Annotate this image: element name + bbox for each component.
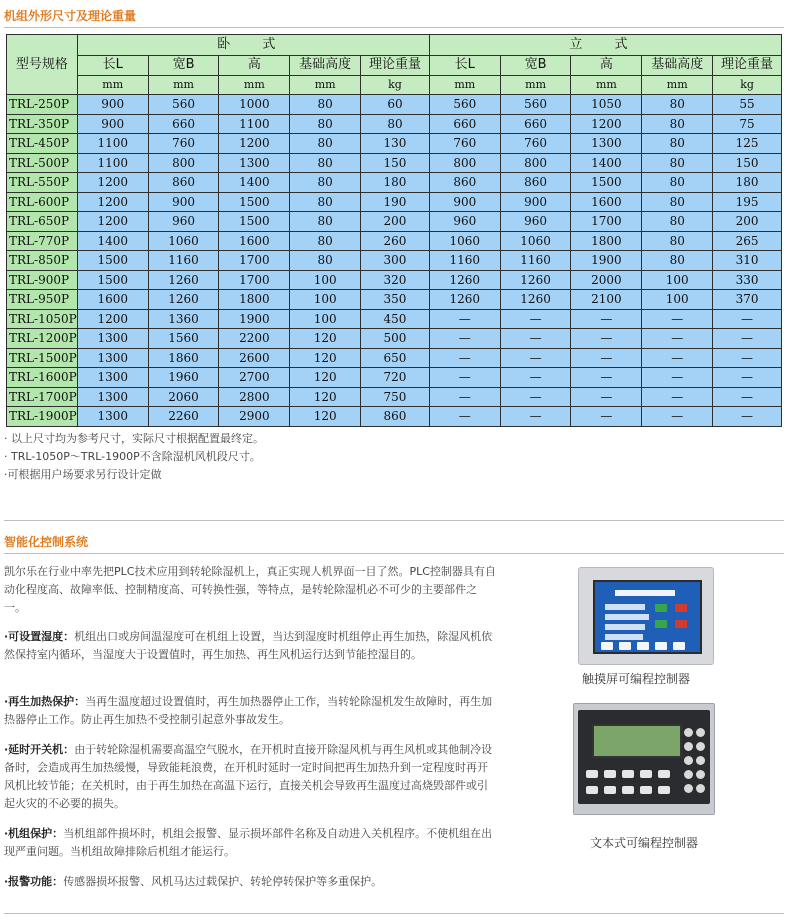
table-row [7, 153, 782, 173]
value-cell: 75 [713, 114, 782, 134]
value-cell: 1900 [219, 309, 290, 329]
value-cell: 100 [290, 270, 361, 290]
value-cell: 1200 [77, 173, 148, 193]
table-row [7, 368, 782, 388]
value-cell: 750 [361, 387, 430, 407]
unit-cell: mm [500, 75, 571, 95]
value-cell: — [642, 387, 713, 407]
value-cell: — [642, 368, 713, 388]
note-3: ·可根据用户场要求另行设计定做 [4, 468, 162, 481]
value-cell: — [713, 387, 782, 407]
value-cell: — [500, 348, 571, 368]
unit-cell: mm [77, 75, 148, 95]
value-cell: 80 [642, 231, 713, 251]
value-cell: 190 [361, 192, 430, 212]
value-cell: 80 [642, 95, 713, 115]
column-header: 基础高度 [290, 56, 361, 76]
value-cell: 900 [77, 114, 148, 134]
value-cell: 120 [290, 407, 361, 427]
value-cell: 80 [290, 95, 361, 115]
model-cell: TRL-1700P [7, 387, 78, 407]
value-cell: 1700 [219, 270, 290, 290]
value-cell: 310 [713, 251, 782, 271]
value-cell: 2100 [571, 290, 642, 310]
table-row [7, 290, 782, 310]
value-cell: 80 [290, 173, 361, 193]
feature-text: 当机组部件损坏时，机组会报警、显示损坏部件名称及自动进入关机程序。不使机组在出现严重问题。当机组故障排除后机组才能运行。 [4, 827, 493, 858]
feature-text: 由于转轮除湿机需要高温空气脱水，在开机时直接开除湿风机与再生风机或其他制冷设备时，会造成再生加热缓慢，导致能耗浪费，在开机时延时一定时间把再生加热升到一定程度时再开风机比较节能；在关机时，由于再生加热在高温下运行，直接关机会导致再生温度过高烧毁部件或引起火灾的不必要的损失。 [4, 743, 493, 810]
value-cell: — [571, 329, 642, 349]
value-cell: 100 [290, 309, 361, 329]
value-cell: 80 [290, 192, 361, 212]
value-cell: — [642, 407, 713, 427]
touch-screen-caption: 触摸屏可编程控制器 [582, 672, 691, 686]
value-cell: 2060 [148, 387, 219, 407]
column-header: 宽B [500, 56, 571, 76]
value-cell: 100 [642, 290, 713, 310]
value-cell: 2800 [219, 387, 290, 407]
model-cell: TRL-1900P [7, 407, 78, 427]
table-row [7, 114, 782, 134]
unit-cell: mm [642, 75, 713, 95]
divider [4, 27, 784, 28]
value-cell: 330 [713, 270, 782, 290]
table-row [7, 173, 782, 193]
value-cell: 800 [500, 153, 571, 173]
value-cell: 80 [642, 192, 713, 212]
table-row [7, 387, 782, 407]
value-cell: 1500 [77, 270, 148, 290]
value-cell: 800 [148, 153, 219, 173]
table-row [7, 348, 782, 368]
value-cell: — [500, 368, 571, 388]
value-cell: — [500, 309, 571, 329]
value-cell: 180 [713, 173, 782, 193]
value-cell: 1600 [571, 192, 642, 212]
value-cell: 1060 [429, 231, 500, 251]
value-cell: 1500 [219, 212, 290, 232]
value-cell: 1400 [219, 173, 290, 193]
table-row [7, 251, 782, 271]
feature-label: ·可设置湿度： [4, 630, 75, 643]
model-cell: TRL-770P [7, 231, 78, 251]
value-cell: — [713, 309, 782, 329]
column-header: 高 [571, 56, 642, 76]
value-cell: 80 [642, 173, 713, 193]
model-cell: TRL-350P [7, 114, 78, 134]
value-cell: 300 [361, 251, 430, 271]
value-cell: 1400 [77, 231, 148, 251]
value-cell: 1500 [77, 251, 148, 271]
value-cell: 1200 [77, 192, 148, 212]
value-cell: — [429, 407, 500, 427]
value-cell: 2700 [219, 368, 290, 388]
value-cell: 900 [148, 192, 219, 212]
column-header: 高 [219, 56, 290, 76]
model-cell: TRL-850P [7, 251, 78, 271]
value-cell: 80 [642, 251, 713, 271]
value-cell: 60 [361, 95, 430, 115]
value-cell: 450 [361, 309, 430, 329]
touch-screen-controller-image [578, 567, 714, 665]
feature-delay-switch [4, 741, 496, 813]
text-controller-caption: 文本式可编程控制器 [590, 836, 699, 850]
model-cell: TRL-650P [7, 212, 78, 232]
value-cell: 260 [361, 231, 430, 251]
unit-cell: kg [713, 75, 782, 95]
value-cell: 1100 [219, 114, 290, 134]
feature-alarm [4, 873, 496, 891]
column-header: 基础高度 [642, 56, 713, 76]
value-cell: 960 [500, 212, 571, 232]
value-cell: 1300 [77, 407, 148, 427]
feature-unit-protection [4, 825, 496, 861]
group-horizontal-header: 卧 式 [77, 35, 429, 56]
value-cell: 80 [290, 153, 361, 173]
value-cell: — [713, 407, 782, 427]
value-cell: 1300 [77, 368, 148, 388]
value-cell: 800 [429, 153, 500, 173]
value-cell: 650 [361, 348, 430, 368]
value-cell: 2900 [219, 407, 290, 427]
column-header: 宽B [148, 56, 219, 76]
touch-screen-display [593, 580, 702, 654]
section-title-control: 智能化控制系统 [4, 535, 89, 549]
value-cell: 80 [642, 212, 713, 232]
value-cell: 1600 [219, 231, 290, 251]
table-row [7, 329, 782, 349]
value-cell: 200 [361, 212, 430, 232]
divider [4, 553, 784, 554]
value-cell: 1260 [500, 270, 571, 290]
column-header: 长L [77, 56, 148, 76]
value-cell: 1100 [77, 153, 148, 173]
feature-label: ·延时开关机： [4, 743, 75, 756]
value-cell: 2260 [148, 407, 219, 427]
value-cell: 1300 [77, 348, 148, 368]
divider [4, 520, 784, 521]
column-header: 理论重量 [713, 56, 782, 76]
value-cell: 860 [361, 407, 430, 427]
spec-table [6, 34, 782, 427]
value-cell: 150 [361, 153, 430, 173]
value-cell: 80 [361, 114, 430, 134]
value-cell: 1300 [77, 387, 148, 407]
value-cell: 80 [290, 134, 361, 154]
table-row [7, 407, 782, 427]
value-cell: 350 [361, 290, 430, 310]
value-cell: 1960 [148, 368, 219, 388]
feature-label: ·再生加热保护： [4, 695, 86, 708]
value-cell: 125 [713, 134, 782, 154]
value-cell: — [571, 407, 642, 427]
value-cell: 120 [290, 368, 361, 388]
model-header: 型号规格 [7, 35, 78, 95]
value-cell: 80 [290, 251, 361, 271]
value-cell: 1400 [571, 153, 642, 173]
unit-cell: mm [429, 75, 500, 95]
value-cell: 1100 [77, 134, 148, 154]
value-cell: 80 [642, 153, 713, 173]
value-cell: 320 [361, 270, 430, 290]
value-cell: 100 [290, 290, 361, 310]
value-cell: 1700 [571, 212, 642, 232]
value-cell: 265 [713, 231, 782, 251]
unit-cell: mm [148, 75, 219, 95]
value-cell: 760 [500, 134, 571, 154]
value-cell: 1500 [571, 173, 642, 193]
value-cell: 960 [429, 212, 500, 232]
value-cell: 1260 [429, 290, 500, 310]
value-cell: 55 [713, 95, 782, 115]
value-cell: 2200 [219, 329, 290, 349]
value-cell: 1160 [429, 251, 500, 271]
value-cell: 1060 [500, 231, 571, 251]
unit-cell: kg [361, 75, 430, 95]
value-cell: 1500 [219, 192, 290, 212]
value-cell: 720 [361, 368, 430, 388]
note-2: · TRL-1050P～TRL-1900P不含除湿机风机段尺寸。 [4, 450, 261, 463]
value-cell: 860 [429, 173, 500, 193]
section-title-dimensions: 机组外形尺寸及理论重量 [4, 9, 137, 23]
unit-cell: mm [571, 75, 642, 95]
feature-label: ·机组保护： [4, 827, 64, 840]
value-cell: 80 [290, 114, 361, 134]
model-cell: TRL-950P [7, 290, 78, 310]
value-cell: — [713, 329, 782, 349]
intro-paragraph: 凯尔乐在行业中率先把PLC技术应用到转轮除湿机上，真正实现人机界面一目了然。PLC控制器具有自动化程度高、故障率低、控制精度高、可转换性强，等特点，是转轮除湿机必不可少的主要部件之一。 [4, 565, 496, 614]
table-row [7, 309, 782, 329]
value-cell: 1000 [219, 95, 290, 115]
value-cell: 80 [290, 212, 361, 232]
value-cell: 1200 [77, 309, 148, 329]
unit-cell: mm [219, 75, 290, 95]
value-cell: 560 [429, 95, 500, 115]
table-row [7, 231, 782, 251]
value-cell: 1600 [77, 290, 148, 310]
value-cell: — [642, 309, 713, 329]
table-row [7, 95, 782, 115]
value-cell: 1200 [219, 134, 290, 154]
column-header: 长L [429, 56, 500, 76]
model-cell: TRL-600P [7, 192, 78, 212]
value-cell: 100 [642, 270, 713, 290]
value-cell: 500 [361, 329, 430, 349]
model-cell: TRL-550P [7, 173, 78, 193]
value-cell: 1060 [148, 231, 219, 251]
value-cell: 1860 [148, 348, 219, 368]
value-cell: 660 [500, 114, 571, 134]
group-vertical-header: 立 式 [429, 35, 781, 56]
value-cell: 660 [148, 114, 219, 134]
value-cell: 900 [77, 95, 148, 115]
model-cell: TRL-500P [7, 153, 78, 173]
table-row [7, 270, 782, 290]
value-cell: — [429, 348, 500, 368]
feature-heat-protection [4, 693, 496, 729]
model-cell: TRL-1500P [7, 348, 78, 368]
value-cell: — [713, 368, 782, 388]
value-cell: 1050 [571, 95, 642, 115]
value-cell: 1360 [148, 309, 219, 329]
note-1: · 以上尺寸均为参考尺寸，实际尺寸根据配置最终定。 [4, 432, 264, 445]
value-cell: 1900 [571, 251, 642, 271]
value-cell: — [429, 368, 500, 388]
value-cell: 120 [290, 329, 361, 349]
value-cell: 120 [290, 348, 361, 368]
value-cell: 370 [713, 290, 782, 310]
value-cell: — [571, 309, 642, 329]
value-cell: — [429, 329, 500, 349]
feature-text: 当再生温度超过设置值时，再生加热器停止工作，当转轮除湿机发生故障时，再生加热器停止工作。防止再生加热不受控制引起意外事故发生。 [4, 695, 493, 726]
value-cell: 120 [290, 387, 361, 407]
value-cell: — [571, 387, 642, 407]
value-cell: 1300 [219, 153, 290, 173]
model-cell: TRL-900P [7, 270, 78, 290]
value-cell: 1160 [500, 251, 571, 271]
value-cell: 1260 [148, 290, 219, 310]
model-cell: TRL-250P [7, 95, 78, 115]
value-cell: 560 [148, 95, 219, 115]
value-cell: 130 [361, 134, 430, 154]
table-row [7, 192, 782, 212]
model-cell: TRL-1200P [7, 329, 78, 349]
value-cell: 1260 [148, 270, 219, 290]
value-cell: 1200 [571, 114, 642, 134]
feature-humidity [4, 628, 496, 664]
value-cell: 760 [429, 134, 500, 154]
feature-label: ·报警功能： [4, 875, 64, 888]
value-cell: 1800 [219, 290, 290, 310]
value-cell: 1160 [148, 251, 219, 271]
value-cell: 80 [642, 114, 713, 134]
value-cell: 2600 [219, 348, 290, 368]
value-cell: 1260 [500, 290, 571, 310]
table-row [7, 212, 782, 232]
value-cell: — [500, 387, 571, 407]
value-cell: 760 [148, 134, 219, 154]
value-cell: 1300 [77, 329, 148, 349]
value-cell: 200 [713, 212, 782, 232]
value-cell: — [500, 329, 571, 349]
model-cell: TRL-1600P [7, 368, 78, 388]
text-controller-image [573, 703, 715, 815]
value-cell: 960 [148, 212, 219, 232]
value-cell: 150 [713, 153, 782, 173]
unit-cell: mm [290, 75, 361, 95]
value-cell: 560 [500, 95, 571, 115]
value-cell: — [500, 407, 571, 427]
value-cell: — [571, 348, 642, 368]
value-cell: 1300 [571, 134, 642, 154]
value-cell: 2000 [571, 270, 642, 290]
value-cell: 900 [500, 192, 571, 212]
model-cell: TRL-450P [7, 134, 78, 154]
value-cell: 195 [713, 192, 782, 212]
divider [4, 913, 784, 914]
value-cell: 1700 [219, 251, 290, 271]
lcd-display [592, 724, 682, 758]
value-cell: 900 [429, 192, 500, 212]
value-cell: 1560 [148, 329, 219, 349]
table-row [7, 134, 782, 154]
value-cell: 80 [642, 134, 713, 154]
model-cell: TRL-1050P [7, 309, 78, 329]
value-cell: 1200 [77, 212, 148, 232]
value-cell: — [713, 348, 782, 368]
value-cell: — [429, 309, 500, 329]
value-cell: — [642, 348, 713, 368]
feature-text: 机组出口或房间温湿度可在机组上设置，当达到湿度时机组停止再生加热，除湿风机依然保持室内循环，当湿度大于设置值时，再生加热、再生风机运行达到节能控湿目的。 [4, 630, 493, 661]
value-cell: 860 [148, 173, 219, 193]
value-cell: 1800 [571, 231, 642, 251]
value-cell: — [642, 329, 713, 349]
value-cell: 660 [429, 114, 500, 134]
feature-text: 传感器损坏报警、风机马达过载保护、转轮停转保护等多重保护。 [63, 875, 383, 888]
value-cell: — [429, 387, 500, 407]
value-cell: 180 [361, 173, 430, 193]
value-cell: 860 [500, 173, 571, 193]
column-header: 理论重量 [361, 56, 430, 76]
value-cell: — [571, 368, 642, 388]
value-cell: 1260 [429, 270, 500, 290]
value-cell: 80 [290, 231, 361, 251]
